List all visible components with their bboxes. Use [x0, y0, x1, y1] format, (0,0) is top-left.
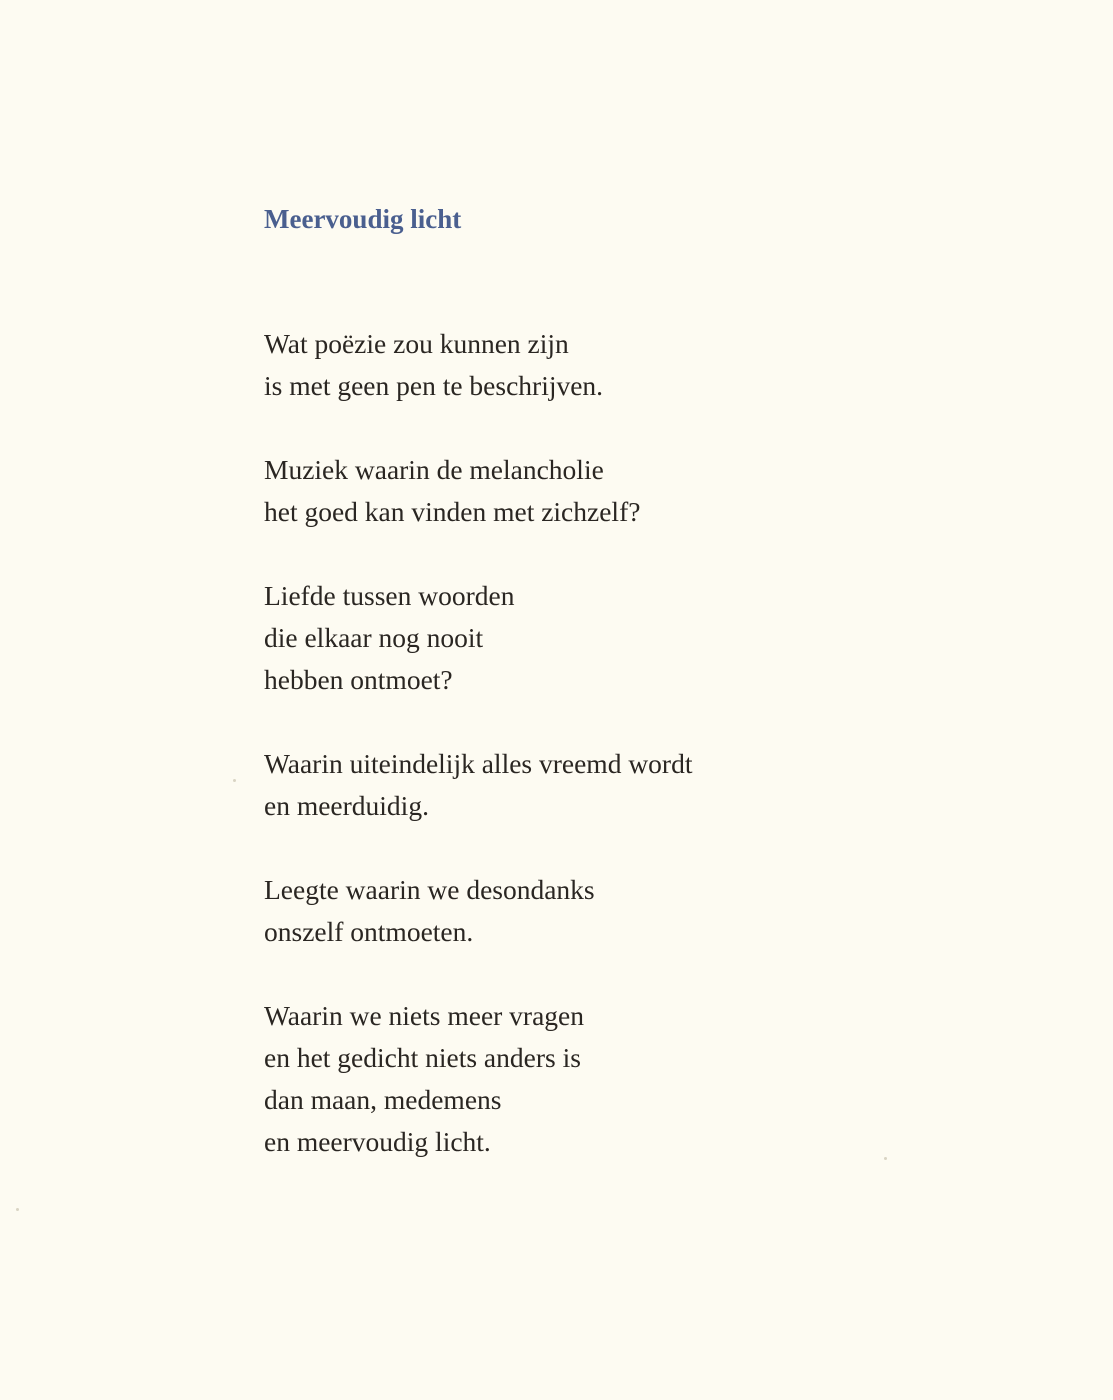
stanza-2	[264, 449, 964, 533]
stanza-1	[264, 323, 964, 407]
poem-line: onszelf ontmoeten.	[264, 916, 474, 947]
poem-title: Meervoudig licht	[264, 204, 462, 234]
poem-line: Leegte waarin we desondanks	[264, 874, 595, 905]
poem-line: Waarin uiteindelijk alles vreemd wordt	[264, 748, 693, 779]
paper-speck	[884, 1157, 887, 1160]
poem-line: die elkaar nog nooit	[264, 622, 484, 653]
poem-line: hebben ontmoet?	[264, 664, 453, 695]
poem-line: het goed kan vinden met zichzelf?	[264, 496, 641, 527]
stanza-6	[264, 995, 964, 1163]
poem-line: en meervoudig licht.	[264, 1126, 491, 1157]
stanza-3	[264, 575, 964, 701]
stanza-4	[264, 743, 964, 827]
poem-line: Wat poëzie zou kunnen zijn	[264, 328, 569, 359]
paper-speck	[233, 779, 236, 782]
poem-line: Waarin we niets meer vragen	[264, 1000, 584, 1031]
poem-line: Liefde tussen woorden	[264, 580, 515, 611]
poem-line: en meerduidig.	[264, 790, 429, 821]
poem-line: dan maan, medemens	[264, 1084, 502, 1115]
paper-speck	[16, 1208, 19, 1211]
poem-line: Muziek waarin de melancholie	[264, 454, 604, 485]
stanza-5	[264, 869, 964, 953]
poem-body	[264, 323, 964, 1205]
poem-line: is met geen pen te beschrijven.	[264, 370, 604, 401]
poem-line: en het gedicht niets anders is	[264, 1042, 581, 1073]
